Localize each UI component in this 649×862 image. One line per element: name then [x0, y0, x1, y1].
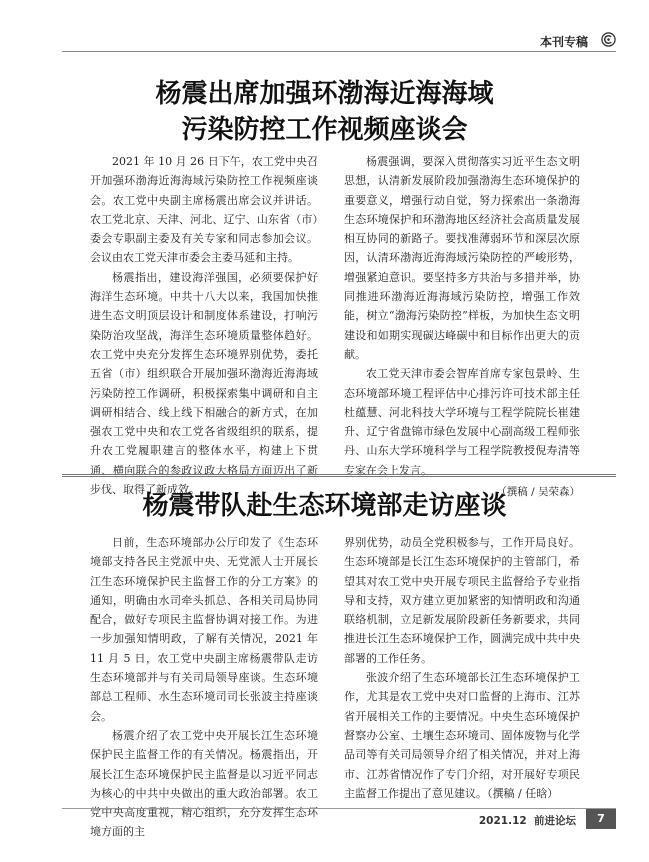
article1-title-line2: 污染防控工作视频座谈会 — [181, 115, 468, 145]
page-number: 7 — [586, 809, 616, 829]
article1-right-column — [344, 152, 580, 502]
section-logo-icon — [601, 32, 616, 47]
article1-paragraph: 杨震指出，建设海洋强国，必须要保护好海洋生态环境。中共十八大以来，我国加快推进生态文明顶层设计和制度体系建设，打响污染防治攻坚战，海洋生态环境质量整体趋好。农工党中央充分发挥生态环境界别优势，委托五省（市）组织联合开展加强环渤海近海海域污染防控工作调研，积极探索集中调研和自主调研相结合、线上线下相融合的新方式，在加强农工党中央和农工党各省级组织的联系，提升农工党履职建言的整体水平，构建上下贯通、横向联合的参政议政大格局方面迈出了新步伐、取得了新成效。 — [90, 270, 318, 497]
article1-title-line1: 杨震出席加强环渤海近海海域 — [155, 79, 494, 109]
section-divider — [62, 474, 616, 477]
page-footer — [62, 808, 616, 829]
article1-signature: （撰稿 / 吴荣森） — [496, 486, 580, 499]
article2-right-column — [344, 533, 580, 803]
article1-paragraph: 农工党天津市委会智库首席专家包景岭、生态环境部环境工程评估中心排污许可技术部主任杜蕴慧、河北科技大学环境与工程学院院长崔建升、辽宁省盘锦市绿色发展中心副高级工程师张丹、山东大学环境科学与工程学院教授倪寿清等专家在会上发言。 — [344, 367, 580, 477]
article2-left-column — [90, 533, 318, 842]
article2-paragraph: 日前，生态环境部办公厅印发了《生态环境部支持各民主党派中央、无党派人士开展长江生态环境保护民主监督工作的分工方案》的通知，明确由水司牵头抓总、各相关司局协同配合，做好专项民主监督协调对接工作。为进一步加强知情明政，了解有关情况，2021 年 11 月 5 日，农工党中央副主席杨震带队走访生态环境部并与有关司局领导座谈。生态环境部总工程师、水生态环境司司长张波主持座谈会。 — [90, 536, 318, 723]
footer-issue: 2021.12 — [478, 815, 527, 827]
article2-paragraph: 界别优势，动员全党积极参与，工作开局良好。生态环境部是长江生态环境保护的主管部门，希望其对农工党中央开展专项民主监督给予专业指导和支持，双方建立更加紧密的知情明政和沟通联络机制，立足新发展阶段新任务新要求，共同推进长江生态环境保护工作，圆满完成中共中央部署的工作任务。 — [344, 536, 580, 665]
article2-paragraph: 杨震介绍了农工党中央开展长江生态环境保护民主监督工作的有关情况。杨震指出，开展长江生态环境保护民主监督是以习近平同志为核心的中共中央做出的重大政治部署。农工党中央高度重视，精心组织，充分发挥生态环境方面的主 — [90, 728, 318, 839]
page-header — [62, 29, 616, 52]
footer-journal: 前进论坛 — [534, 815, 576, 827]
section-label: 本刊专稿 — [539, 35, 588, 49]
article1-left-column — [90, 152, 318, 499]
footer-issue-journal — [479, 813, 576, 828]
article2-paragraph: 张波介绍了生态环境部长江生态环境保护工作，尤其是农工党中央对口监督的上海市、江苏省开展相关工作的主要情况。中央生态环境保护督察办公室、土壤生态环境司、固体废物与化学品司等有关司局领导介绍了相关情况，并对上海市、江苏省情况作了专门介绍，对开展好专项民主监督工作提出了意见建议。（撰稿 / 任晗） — [344, 671, 580, 800]
article2-title: 杨震带队赴生态环境部走访座谈 — [142, 491, 507, 521]
article1-paragraph: 2021 年 10 月 26 日下午，农工党中央召开加强环渤海近海海域污染防控工作视频座谈会。农工党中央副主席杨震出席会议并讲话。农工党北京、天津、河北、辽宁、山东省（市）委会专职副主委及有关专家和同志参加会议。会议由农工党天津市委会主委马延和主持。 — [90, 155, 318, 265]
article1-paragraph: 杨震强调，要深入贯彻落实习近平生态文明思想，认清新发展阶段加强渤海生态环境保护的重要意义，增强行动自觉，努力探索出一条渤海生态环境保护和环渤海地区经济社会高质量发展相互协同的新路子。要找准薄弱环节和深层次原因，认清环渤海近海海域污染防控的严峻形势，增强紧迫意识。要坚持多方共治与多措并举，协同推进环渤海近海海域污染防控，增强工作效能，树立“渤海污染防控”样板，为加快生态文明建设和如期实现碳达峰碳中和目标作出更大的贡献。 — [344, 155, 580, 361]
